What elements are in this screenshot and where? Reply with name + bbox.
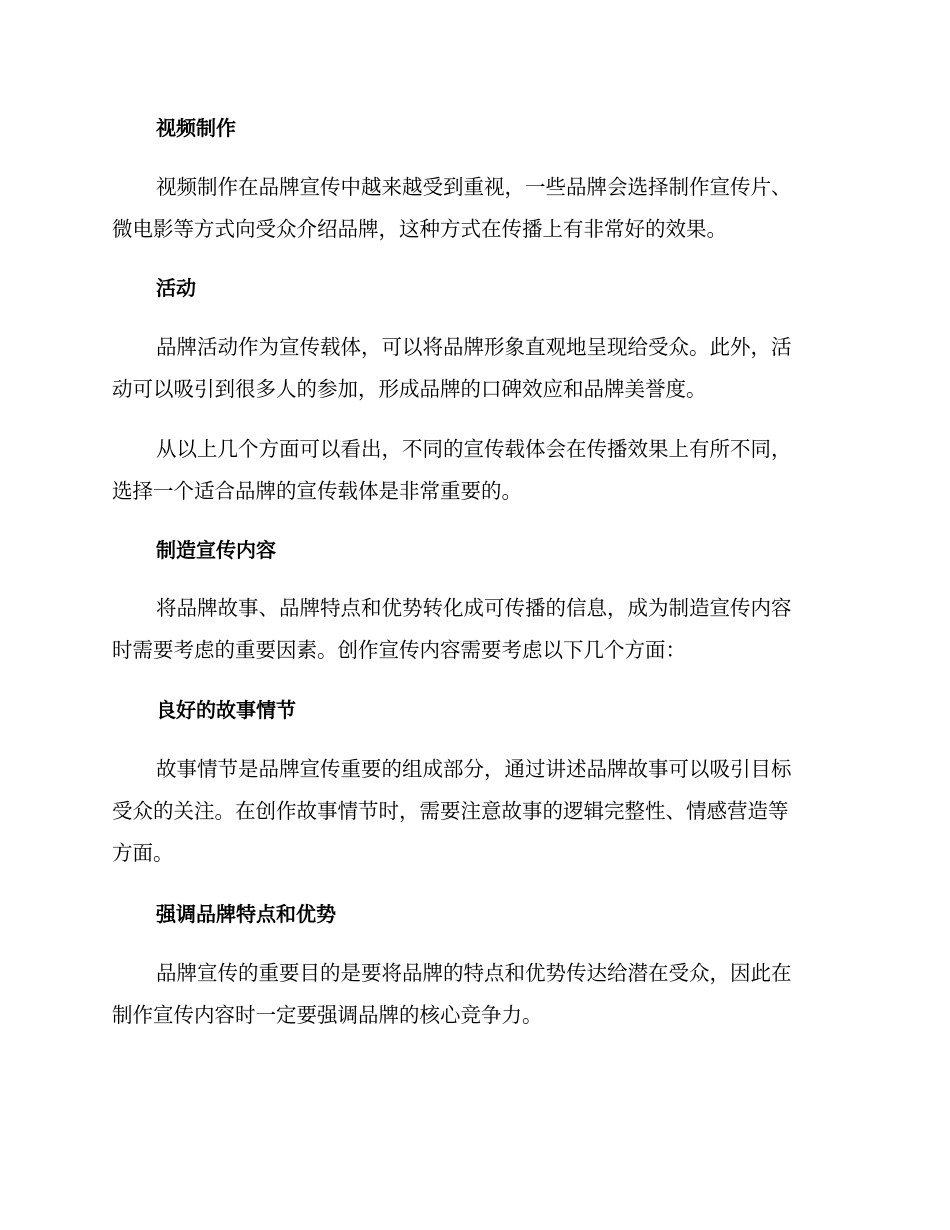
section-heading: 强调品牌特点和优势 — [156, 902, 336, 926]
paragraph — [112, 428, 830, 512]
paragraph-line: 选择一个适合品牌的宣传载体是非常重要的。 — [112, 479, 522, 503]
section-heading: 活动 — [156, 276, 196, 300]
paragraph — [112, 748, 830, 874]
paragraph-line: 视频制作在品牌宣传中越来越受到重视，一些品牌会选择制作宣传片、 — [156, 175, 792, 199]
paragraph-line: 品牌宣传的重要目的是要将品牌的特点和优势传达给潜在受众，因此在 — [156, 961, 792, 985]
paragraph-line: 从以上几个方面可以看出，不同的宣传载体会在传播效果上有所不同， — [156, 437, 792, 461]
section-heading: 视频制作 — [156, 116, 236, 140]
paragraph-line: 制作宣传内容时一定要强调品牌的核心竞争力。 — [112, 1003, 543, 1027]
paragraph — [112, 952, 830, 1036]
paragraph-line: 方面。 — [112, 841, 174, 865]
paragraph-line: 时需要考虑的重要因素。创作宣传内容需要考虑以下几个方面： — [112, 638, 686, 662]
section-heading: 制造宣传内容 — [156, 538, 276, 562]
paragraph-line: 故事情节是品牌宣传重要的组成部分，通过讲述品牌故事可以吸引目标 — [156, 757, 792, 781]
paragraph-line: 微电影等方式向受众介绍品牌，这种方式在传播上有非常好的效果。 — [112, 217, 727, 241]
paragraph-line: 受众的关注。在创作故事情节时，需要注意故事的逻辑完整性、情感营造等 — [112, 799, 789, 823]
paragraph-line: 将品牌故事、品牌特点和优势转化成可传播的信息，成为制造宣传内容 — [156, 596, 792, 620]
paragraph-line: 动可以吸引到很多人的参加，形成品牌的口碑效应和品牌美誉度。 — [112, 377, 707, 401]
paragraph — [112, 587, 830, 671]
section-heading: 良好的故事情节 — [156, 698, 296, 722]
paragraph-line: 品牌活动作为宣传载体，可以将品牌形象直观地呈现给受众。此外，活 — [156, 335, 792, 359]
paragraph — [112, 166, 830, 250]
paragraph — [112, 326, 830, 410]
